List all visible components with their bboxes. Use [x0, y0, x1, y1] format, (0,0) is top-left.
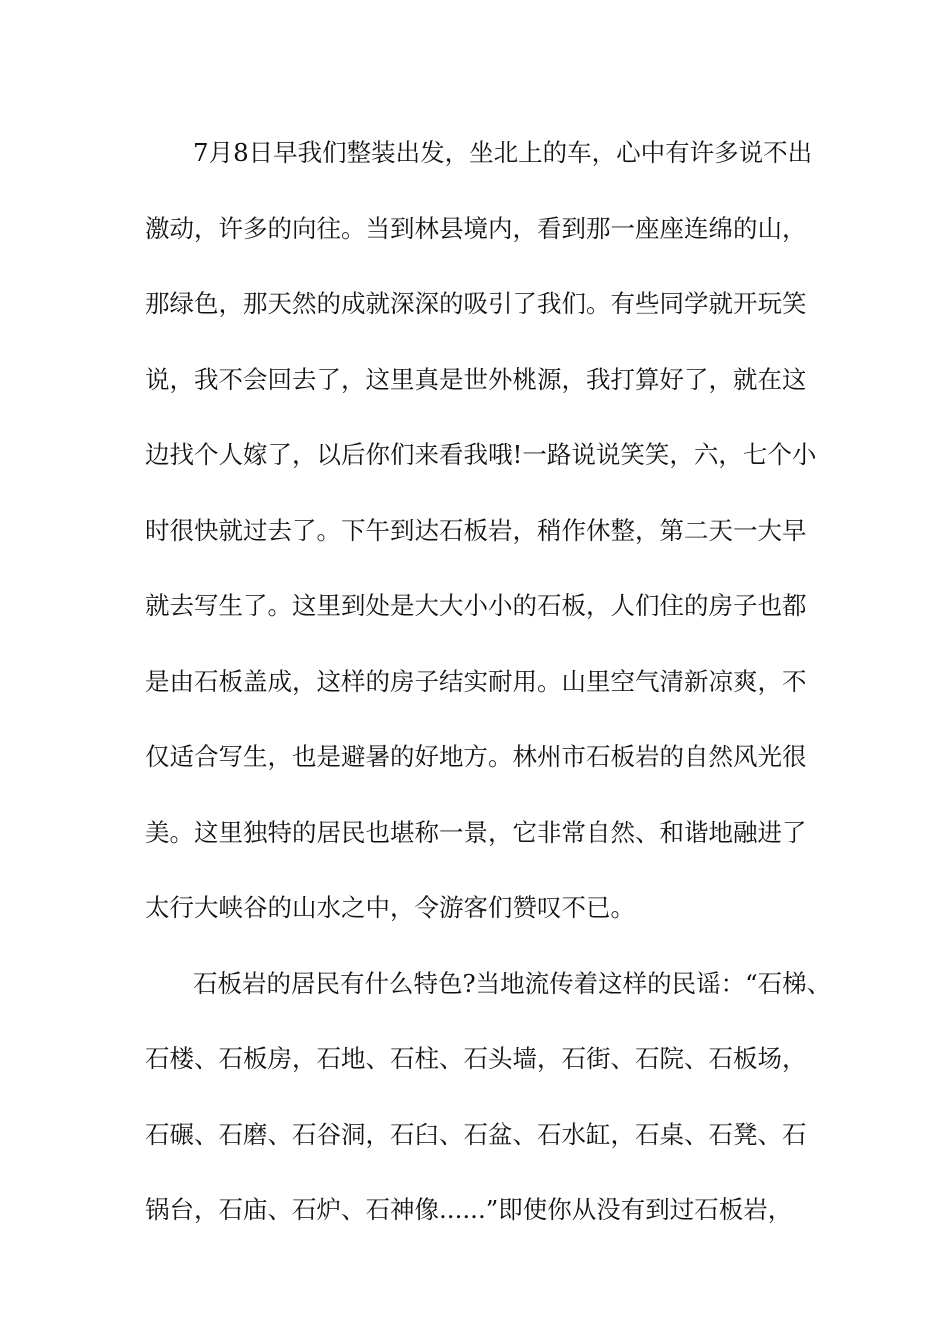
text-line: 就去写生了。这里到处是大大小小的石板，人们住的房子也都 — [145, 591, 807, 620]
text-line: 锅台，石庙、石炉、石神像......”即使你从没有到过石板岩， — [145, 1195, 793, 1224]
text-line: 是由石板盖成，这样的房子结实耐用。山里空气清新凉爽，不 — [145, 666, 807, 696]
paragraph-2 — [145, 961, 832, 1263]
text-line: 边找个人嫁了，以后你们来看我哦!一路说说笑笑，六，七个小 — [145, 440, 817, 469]
document-body — [145, 130, 832, 1263]
text-line: 那绿色，那天然的成就深深的吸引了我们。有些同学就开玩笑 — [145, 289, 807, 318]
text-line: 石楼、石板房，石地、石柱、石头墙，石街、石院、石板场， — [145, 1044, 807, 1073]
text-line: 石板岩的居民有什么特色?当地流传着这样的民谣：“石梯、 — [193, 968, 832, 998]
text-line: 时很快就过去了。下午到达石板岩，稍作休整，第二天一大早 — [145, 515, 807, 545]
text-line: 仅适合写生，也是避暑的好地方。林州市石板岩的自然风光很 — [145, 742, 807, 771]
text-line: 太行大峡谷的山水之中，令游客们赞叹不已。 — [145, 893, 635, 922]
text-line: 7月8日早我们整装出发，坐北上的车，心中有许多说不出 — [193, 138, 813, 167]
text-line: 激动，许多的向往。当到林县境内，看到那一座座连绵的山， — [145, 213, 807, 243]
text-line: 说，我不会回去了，这里真是世外桃源，我打算好了，就在这 — [145, 364, 807, 394]
text-line: 美。这里独特的居民也堪称一景，它非常自然、和谐地融进了 — [145, 817, 807, 847]
paragraph-1 — [145, 130, 815, 961]
text-line: 石碾、石磨、石谷洞，石臼、石盆、石水缸，石桌、石凳、石 — [145, 1119, 807, 1149]
